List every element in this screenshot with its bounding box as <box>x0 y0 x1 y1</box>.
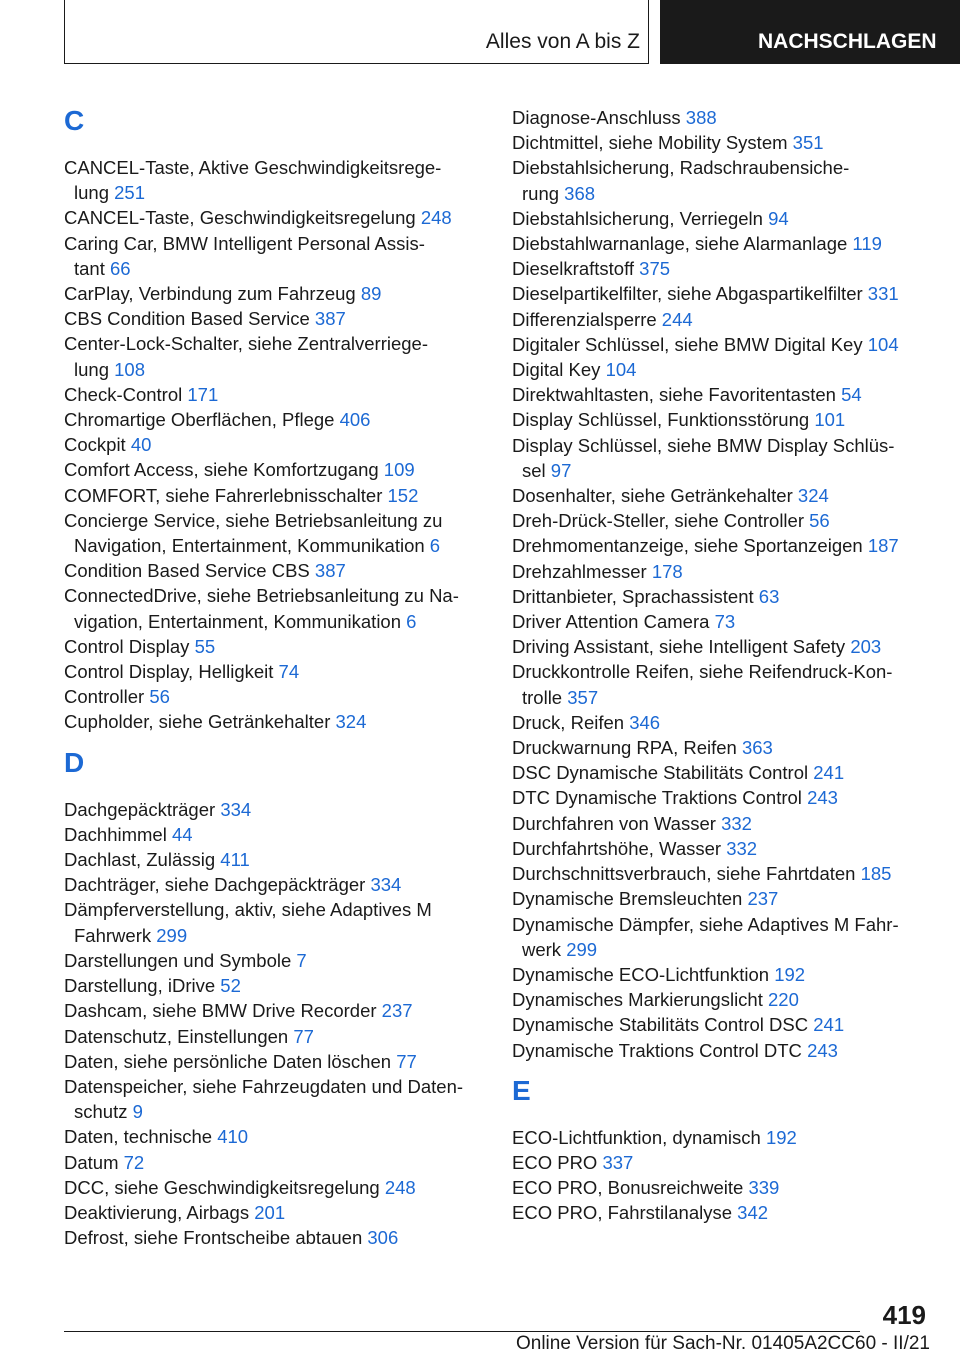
entry-text: sel <box>522 459 551 481</box>
index-entry <box>512 281 928 306</box>
page-reference-link[interactable]: 332 <box>726 837 758 859</box>
entry-text: Drittanbieter, Sprachassistent <box>512 585 759 607</box>
page-reference-link[interactable]: 192 <box>765 1126 797 1148</box>
entry-text: Datum <box>64 1151 124 1173</box>
index-entry <box>512 332 928 357</box>
entry-text: CarPlay, Verbindung zum Fahrzeug <box>64 283 361 305</box>
page-reference-link[interactable]: 74 <box>278 661 300 683</box>
footer-edition-text: Online Version für Sach-Nr. 01405A2CC60 - II/21 <box>515 1333 930 1354</box>
index-entry <box>512 206 928 231</box>
index-entry <box>64 797 478 822</box>
index-entry <box>64 1074 478 1124</box>
index-entry <box>64 709 478 734</box>
entry-text: Drehmomentanzeige, siehe Sportanzeigen <box>512 535 868 557</box>
entry-text: Daten, siehe persönliche Daten löschen <box>64 1050 397 1072</box>
page-reference-link[interactable]: 63 <box>758 585 780 607</box>
index-entry <box>64 973 478 998</box>
entry-text: DTC Dynamische Traktions Control <box>512 787 808 809</box>
section-letter: D <box>64 746 85 778</box>
index-entry <box>512 1038 928 1063</box>
index-entry <box>64 1049 478 1074</box>
index-entry <box>512 357 928 382</box>
page-number: 419 <box>882 1300 926 1330</box>
page-reference-link[interactable]: 187 <box>867 535 899 557</box>
index-entry <box>512 634 928 659</box>
entry-text: Dieselkraftstoff <box>512 258 640 280</box>
entry-text: Datenschutz, Einstellungen <box>64 1025 294 1047</box>
entry-text: Darstellung, iDrive <box>64 975 221 997</box>
page-reference-link[interactable]: 299 <box>156 924 188 946</box>
page-reference-link[interactable]: 72 <box>123 1151 145 1173</box>
index-entry <box>64 847 478 872</box>
page-reference-link[interactable]: 119 <box>852 233 882 255</box>
header-rule-left <box>64 0 65 64</box>
index-entry <box>64 382 478 407</box>
page-reference-link[interactable]: 299 <box>566 938 598 960</box>
entry-text: werk <box>522 938 567 960</box>
entry-text: CANCEL-Taste, Aktive Geschwindigkeitsrege- <box>64 157 442 178</box>
entry-text: Center-Lock-Schalter, siehe Zentralverriege- <box>64 333 428 355</box>
page-reference-link[interactable]: 104 <box>605 359 637 381</box>
entry-text: Darstellungen und Symbole <box>64 949 297 971</box>
index-entry <box>64 998 478 1023</box>
entry-text: ECO PRO <box>512 1151 603 1173</box>
entry-text: CANCEL-Taste, Geschwindigkeitsregelung <box>64 207 421 229</box>
entry-text: Daten, technische <box>64 1126 218 1148</box>
index-entry <box>64 1150 478 1175</box>
page-reference-link[interactable]: 334 <box>370 874 402 896</box>
page-reference-link[interactable]: 56 <box>149 686 170 708</box>
page-reference-link[interactable]: 97 <box>550 459 572 481</box>
index-entry <box>512 559 928 584</box>
page-reference-link[interactable]: 9 <box>132 1101 143 1123</box>
entry-text: Navigation, Entertainment, Kommunikation <box>74 535 430 557</box>
entry-text: Diagnose-Anschluss <box>512 107 686 128</box>
entry-text: CBS Condition Based Service <box>64 308 315 330</box>
index-entry <box>512 1012 928 1037</box>
entry-text: ECO-Lichtfunktion, dynamisch <box>512 1126 766 1148</box>
page-reference-link[interactable]: 203 <box>850 636 882 658</box>
page-reference-link[interactable]: 243 <box>807 1039 838 1061</box>
page-reference-link[interactable]: 332 <box>721 812 752 834</box>
entry-text: Check-Control <box>64 383 188 405</box>
page-reference-link[interactable]: 101 <box>814 409 846 431</box>
entry-text: Dichtmittel, siehe Mobility System <box>512 132 793 154</box>
entry-text: Display Schlüssel, siehe BMW Display Schlüs- <box>512 434 895 456</box>
entry-text: Dachlast, Zulässig <box>64 849 221 871</box>
entry-text: Druckwarnung RPA, Reifen <box>512 737 742 759</box>
index-entry <box>512 710 928 735</box>
header-chapter-tab: NACHSCHLAGEN <box>660 0 960 64</box>
page-reference-link[interactable]: 241 <box>813 762 845 784</box>
page-reference-link[interactable]: 363 <box>741 737 773 759</box>
page-reference-link[interactable]: 357 <box>567 686 599 708</box>
page-reference-link[interactable]: 66 <box>110 257 131 279</box>
page-reference-link[interactable]: 73 <box>714 611 736 633</box>
page-reference-link[interactable]: 339 <box>748 1177 780 1199</box>
index-entry <box>64 1124 478 1149</box>
index-entry <box>64 155 478 205</box>
index-entry <box>64 659 478 684</box>
index-entry <box>64 634 478 659</box>
index-entry <box>64 432 478 457</box>
index-entry <box>64 457 478 482</box>
entry-text: Digitaler Schlüssel, siehe BMW Digital Key <box>512 333 868 355</box>
index-entry <box>512 130 928 155</box>
entry-text: lung <box>74 182 115 204</box>
entry-text: Cupholder, siehe Getränkehalter <box>64 711 336 733</box>
index-entry <box>64 822 478 847</box>
page-reference-link[interactable]: 406 <box>339 409 371 431</box>
index-column-right <box>512 105 928 1226</box>
entry-text: Direktwahltasten, siehe Favoritentasten <box>512 384 842 406</box>
entry-text: Drehzahlmesser <box>512 560 652 582</box>
page-reference-link[interactable]: 104 <box>867 333 899 355</box>
entry-text: tant <box>74 257 110 279</box>
index-entry <box>512 407 928 432</box>
index-entry <box>512 760 928 785</box>
page-reference-link[interactable]: 52 <box>220 975 241 997</box>
index-entry <box>64 331 478 381</box>
index-entry <box>64 1200 478 1225</box>
entry-text: Deaktivierung, Airbags <box>64 1201 255 1223</box>
index-entry <box>512 785 928 810</box>
entry-text: Dreh-Drück-Steller, siehe Controller <box>512 510 810 532</box>
index-entry <box>64 684 478 709</box>
entry-text: Dämpferverstellung, aktiv, siehe Adaptives M <box>64 899 432 921</box>
page-reference-link[interactable]: 77 <box>396 1050 417 1072</box>
index-entry <box>512 382 928 407</box>
entry-text: Dynamische Bremsleuchten <box>512 888 748 910</box>
index-entry <box>512 912 928 962</box>
entry-text: Condition Based Service CBS <box>64 560 315 582</box>
entry-text: Dynamische ECO-Lichtfunktion <box>512 963 775 985</box>
index-entry <box>512 735 928 760</box>
page-reference-link[interactable]: 248 <box>420 207 452 229</box>
entry-text: Cockpit <box>64 434 131 456</box>
index-entry <box>64 483 478 508</box>
entry-text: Display Schlüssel, Funktionsstörung <box>512 409 815 431</box>
page-reference-link[interactable]: 324 <box>335 711 367 733</box>
page-reference-link[interactable]: 351 <box>792 132 824 154</box>
entry-text: rung <box>522 182 565 204</box>
page-reference-link[interactable]: 387 <box>314 560 346 582</box>
page-reference-link[interactable]: 410 <box>217 1126 249 1148</box>
entry-text: Dynamische Stabilitäts Control DSC <box>512 1014 814 1036</box>
page-reference-link[interactable]: 6 <box>429 535 441 557</box>
entry-text: vigation, Entertainment, Kommunikation <box>74 610 407 632</box>
index-column-left <box>64 105 478 1250</box>
index-entry <box>64 1024 478 1049</box>
page-reference-link[interactable]: 108 <box>114 358 145 380</box>
entry-text: Durchfahrtshöhe, Wasser <box>512 837 727 859</box>
page-reference-link[interactable]: 220 <box>768 989 799 1011</box>
entry-text: Dynamisches Markierungslicht <box>512 989 769 1011</box>
index-entry <box>64 872 478 897</box>
entry-text: Control Display, Helligkeit <box>64 661 279 683</box>
entry-text: COMFORT, siehe Fahrerlebnisschalter <box>64 484 388 506</box>
entry-text: Dashcam, siehe BMW Drive Recorder <box>64 1000 382 1022</box>
section-letter: C <box>64 105 85 136</box>
index-entry <box>512 962 928 987</box>
page-reference-link[interactable]: 388 <box>685 107 717 128</box>
page-reference-link[interactable]: 331 <box>867 283 899 305</box>
entry-text: Driver Attention Camera <box>512 611 715 633</box>
page-reference-link[interactable]: 368 <box>564 182 596 204</box>
page-reference-link[interactable]: 94 <box>768 207 789 229</box>
entry-text: Caring Car, BMW Intelligent Personal Assis- <box>64 232 425 254</box>
index-entry <box>512 105 928 130</box>
index-entry <box>512 231 928 256</box>
page-reference-link[interactable]: 411 <box>220 849 250 871</box>
page-reference-link[interactable]: 40 <box>130 434 152 456</box>
page-reference-link[interactable]: 248 <box>384 1176 416 1198</box>
header-rule-separator <box>648 0 649 64</box>
page-reference-link[interactable]: 192 <box>774 963 806 985</box>
index-entry <box>512 609 928 634</box>
entry-text: Dieselpartikelfilter, siehe Abgaspartikelfilter <box>512 283 868 305</box>
index-entry <box>64 407 478 432</box>
page-reference-link[interactable]: 251 <box>114 182 145 204</box>
page-reference-link[interactable]: 152 <box>387 484 419 506</box>
index-entry <box>512 861 928 886</box>
page-reference-link[interactable]: 56 <box>809 510 830 532</box>
index-entry <box>512 836 928 861</box>
index-entry <box>64 205 478 230</box>
index-entry <box>64 1225 478 1250</box>
index-entry <box>64 281 478 306</box>
page-reference-link[interactable]: 241 <box>813 1014 845 1036</box>
entry-text: Dachgepäckträger <box>64 798 221 820</box>
index-entry <box>64 583 478 633</box>
page-reference-link[interactable]: 237 <box>747 888 779 910</box>
entry-text: Diebstahlsicherung, Verriegeln <box>512 207 769 229</box>
entry-text: Druckkontrolle Reifen, siehe Reifendruck-Kon- <box>512 661 893 683</box>
page-reference-link[interactable]: 55 <box>194 635 216 657</box>
index-entry <box>512 886 928 911</box>
index-entry <box>512 483 928 508</box>
index-entry <box>512 987 928 1012</box>
entry-text: Diebstahlsicherung, Radschraubensiche- <box>512 157 850 179</box>
page-reference-link[interactable]: 89 <box>360 283 382 305</box>
page-reference-link[interactable]: 44 <box>171 823 193 845</box>
page-reference-link[interactable]: 243 <box>807 787 838 809</box>
entry-text: schutz <box>74 1101 133 1123</box>
page-reference-link[interactable]: 337 <box>602 1151 634 1173</box>
page-reference-link[interactable]: 171 <box>187 383 219 405</box>
index-entry <box>512 307 928 332</box>
page-reference-link[interactable]: 6 <box>406 610 417 632</box>
entry-text: ConnectedDrive, siehe Betriebsanleitung zu Na- <box>64 585 459 607</box>
entry-text: DCC, siehe Geschwindigkeitsregelung <box>64 1176 385 1198</box>
index-entry <box>64 897 478 947</box>
page-reference-link[interactable]: 324 <box>797 485 829 507</box>
page-reference-link[interactable]: 306 <box>367 1227 399 1249</box>
index-entry <box>512 584 928 609</box>
index-entry <box>64 948 478 973</box>
entry-text: Durchfahren von Wasser <box>512 812 722 834</box>
page-reference-link[interactable]: 185 <box>860 863 892 885</box>
index-entry <box>64 1175 478 1200</box>
entry-text: Dachhimmel <box>64 823 172 845</box>
page-reference-link[interactable]: 77 <box>293 1025 314 1047</box>
page-reference-link[interactable]: 334 <box>220 798 252 820</box>
page-reference-link[interactable]: 237 <box>381 1000 413 1022</box>
header-rule-bottom <box>64 63 649 64</box>
entry-text: ECO PRO, Bonusreichweite <box>512 1177 749 1199</box>
entry-text: trolle <box>522 686 568 708</box>
entry-text: Fahrwerk <box>74 924 157 946</box>
index-entry <box>512 659 928 709</box>
index-entry <box>64 231 478 281</box>
entry-text: Digital Key <box>512 359 606 381</box>
entry-text: Diebstahlwarnanlage, siehe Alarmanlage <box>512 233 853 255</box>
page-reference-link[interactable]: 201 <box>254 1201 286 1223</box>
index-entry <box>512 811 928 836</box>
entry-text: Dachträger, siehe Dachgepäckträger <box>64 874 371 896</box>
page-reference-link[interactable]: 109 <box>383 459 415 481</box>
index-entry <box>512 508 928 533</box>
section-letter: E <box>512 1074 531 1106</box>
page-reference-link[interactable]: 375 <box>639 258 671 280</box>
entry-text: Dynamische Traktions Control DTC <box>512 1039 808 1061</box>
index-entry <box>512 155 928 205</box>
index-entry <box>512 256 928 281</box>
page-reference-link[interactable]: 244 <box>661 308 693 330</box>
footer-rule <box>64 1331 860 1332</box>
entry-text: Defrost, siehe Frontscheibe abtauen <box>64 1227 368 1249</box>
page-reference-link[interactable]: 54 <box>841 384 862 406</box>
index-entry <box>512 1125 928 1150</box>
index-entry <box>64 508 478 558</box>
entry-text: Comfort Access, siehe Komfortzugang <box>64 459 384 481</box>
index-entry <box>64 558 478 583</box>
index-entry <box>512 1150 928 1175</box>
entry-text: DSC Dynamische Stabilitäts Control <box>512 762 814 784</box>
entry-text: Dynamische Dämpfer, siehe Adaptives M Fahr- <box>512 913 899 935</box>
entry-text: Control Display <box>64 635 195 657</box>
index-entry <box>512 433 928 483</box>
index-entry <box>512 533 928 558</box>
page-reference-link[interactable]: 7 <box>296 949 307 971</box>
entry-text: Differenzialsperre <box>512 308 662 330</box>
entry-text: Druck, Reifen <box>512 711 630 733</box>
page-reference-link[interactable]: 387 <box>314 308 346 330</box>
header-section-title: Alles von A bis Z <box>485 30 640 53</box>
entry-text: lung <box>74 358 115 380</box>
entry-text: Datenspeicher, siehe Fahrzeugdaten und Daten- <box>64 1075 464 1097</box>
entry-text: Controller <box>64 686 150 708</box>
entry-text: Concierge Service, siehe Betriebsanleitung zu <box>64 509 443 531</box>
entry-text: ECO PRO, Fahrstilanalyse <box>512 1202 738 1224</box>
entry-text: Driving Assistant, siehe Intelligent Safety <box>512 636 851 658</box>
index-entry <box>64 306 478 331</box>
index-entry <box>512 1175 928 1200</box>
entry-text: Durchschnittsverbrauch, siehe Fahrtdaten <box>512 863 861 885</box>
page-reference-link[interactable]: 178 <box>651 560 683 582</box>
page-reference-link[interactable]: 346 <box>629 711 661 733</box>
index-entry <box>512 1200 928 1225</box>
page-reference-link[interactable]: 342 <box>737 1202 769 1224</box>
entry-text: Dosenhalter, siehe Getränkehalter <box>512 485 798 507</box>
entry-text: Chromartige Oberflächen, Pflege <box>64 409 340 431</box>
